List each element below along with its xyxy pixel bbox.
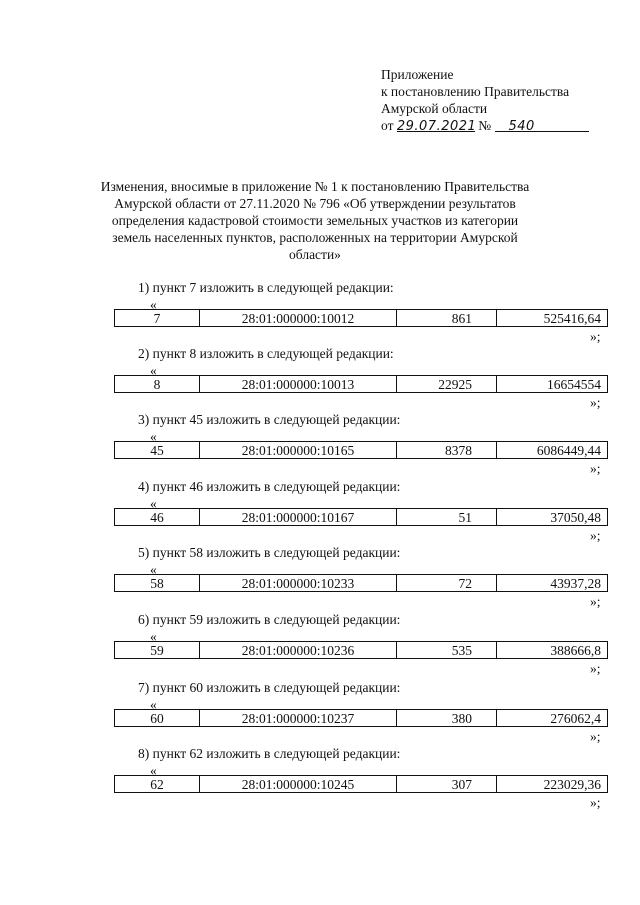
point-instruction: 2) пункт 8 изложить в следующей редакции: [138, 346, 394, 361]
from-label: от [381, 118, 394, 133]
cell-cadastral-number: 28:01:000000:10236 [200, 642, 397, 658]
point-instruction: 3) пункт 45 изложить в следующей редакции: [138, 412, 401, 427]
cell-cadastral-number: 28:01:000000:10012 [200, 310, 397, 326]
document-title: Изменения, вносимые в приложение № 1 к постановлению Правительства Амурской области от 27.11.2020 № 796 «Об утверждении результатов определения кадастровой стоимости земельных участков из категории земель населенных пунктов, расположенных на территории Амурской области» [100, 179, 530, 262]
cell-area: 380 [397, 710, 497, 726]
appendix-block [381, 66, 601, 134]
appendix-date-line [381, 117, 601, 134]
cell-cadastral-number: 28:01:000000:10165 [200, 442, 397, 458]
cell-area: 535 [397, 642, 497, 658]
point-instruction: 4) пункт 46 изложить в следующей редакции: [138, 479, 401, 494]
quote-open: « [150, 697, 157, 712]
table-row [114, 574, 608, 592]
cell-area: 22925 [397, 376, 497, 392]
cell-cadastral-number: 28:01:000000:10237 [200, 710, 397, 726]
quote-close: »; [590, 461, 601, 476]
quote-open: « [150, 763, 157, 778]
quote-close: »; [590, 395, 601, 410]
number-field [495, 117, 589, 132]
number-handwritten: 540 [508, 119, 535, 134]
table-row [114, 775, 608, 793]
point-instruction: 5) пункт 58 изложить в следующей редакции: [138, 545, 401, 560]
point-instruction: 1) пункт 7 изложить в следующей редакции: [138, 280, 394, 295]
cell-cost: 37050,48 [550, 510, 601, 525]
cell-number: 45 [115, 442, 200, 458]
quote-open: « [150, 629, 157, 644]
cell-cost: 16654554 [547, 377, 601, 392]
quote-close: »; [590, 329, 601, 344]
cell-number: 7 [115, 310, 200, 326]
cell-cadastral-number: 28:01:000000:10245 [200, 776, 397, 792]
number-label: № [478, 118, 492, 133]
cell-area: 51 [397, 509, 497, 525]
table-row [114, 709, 608, 727]
cell-area: 861 [397, 310, 497, 326]
cell-cost: 525416,64 [543, 311, 601, 326]
table-row [114, 375, 608, 393]
quote-close: »; [590, 661, 601, 676]
quote-open: « [150, 496, 157, 511]
table-row [114, 441, 608, 459]
appendix-title: Приложение [381, 67, 454, 82]
date-handwritten: 29.07.2021 [396, 119, 477, 134]
cell-number: 59 [115, 642, 200, 658]
cell-cost: 388666,8 [550, 643, 601, 658]
table-row [114, 508, 608, 526]
quote-close: »; [590, 795, 601, 810]
cell-cadastral-number: 28:01:000000:10013 [200, 376, 397, 392]
cell-area: 307 [397, 776, 497, 792]
appendix-line-region: Амурской области [381, 101, 488, 116]
cell-area: 8378 [397, 442, 497, 458]
cell-area: 72 [397, 575, 497, 591]
date-field [397, 117, 475, 132]
cell-number: 60 [115, 710, 200, 726]
point-instruction: 6) пункт 59 изложить в следующей редакции: [138, 612, 401, 627]
cell-cadastral-number: 28:01:000000:10167 [200, 509, 397, 525]
cell-cadastral-number: 28:01:000000:10233 [200, 575, 397, 591]
point-instruction: 8) пункт 62 изложить в следующей редакции: [138, 746, 401, 761]
point-instruction: 7) пункт 60 изложить в следующей редакции: [138, 680, 401, 695]
table-row [114, 641, 608, 659]
quote-open: « [150, 297, 157, 312]
cell-cost: 223029,36 [543, 777, 601, 792]
cell-number: 46 [115, 509, 200, 525]
table-row [114, 309, 608, 327]
cell-number: 62 [115, 776, 200, 792]
cell-number: 58 [115, 575, 200, 591]
appendix-line-resolution: к постановлению Правительства [381, 84, 570, 99]
cell-cost: 276062,4 [550, 711, 601, 726]
quote-close: »; [590, 594, 601, 609]
quote-open: « [150, 429, 157, 444]
quote-close: »; [590, 528, 601, 543]
cell-number: 8 [115, 376, 200, 392]
cell-cost: 6086449,44 [536, 443, 601, 458]
quote-open: « [150, 562, 157, 577]
quote-open: « [150, 363, 157, 378]
quote-close: »; [590, 729, 601, 744]
cell-cost: 43937,28 [550, 576, 601, 591]
